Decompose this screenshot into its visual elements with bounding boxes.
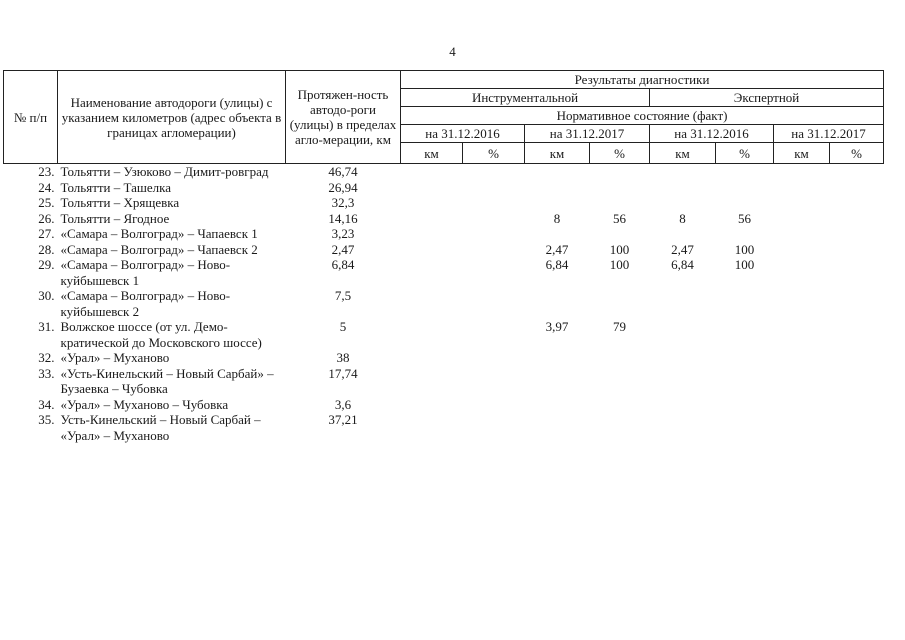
road-length: 2,47 [331,241,355,257]
road-name: Тольятти – Ташелка [60,179,172,195]
value-percent: 56 [613,210,626,226]
row-number: 24. [38,179,55,195]
road-length: 14,16 [328,210,358,226]
value-percent [463,350,525,366]
value-percent [716,397,774,413]
value-percent [716,412,774,443]
value-km [525,195,590,211]
value-km [525,350,590,366]
road-length: 6,84 [331,257,355,272]
value-percent [463,257,525,288]
road-name: «Урал» – Муханово – Чубовка [60,396,229,412]
value-km [401,288,463,319]
value-km [774,366,830,397]
value-km [774,288,830,319]
value-percent [830,226,884,242]
header-results: Результаты диагностики [401,71,884,89]
value-km [401,226,463,242]
value-km [401,397,463,413]
value-km [774,242,830,258]
table-row [4,211,884,227]
header-unit-km: км [774,143,830,164]
road-length: 26,94 [328,179,358,195]
road-length: 17,74 [328,365,358,381]
header-length: Протяжен-ность автодо-роги (улицы) в пределах агло-мерации, км [286,71,401,164]
header-unit-km: км [525,143,590,164]
value-percent [463,288,525,319]
value-percent [463,397,525,413]
row-number: 28. [38,241,55,257]
value-percent: 100 [734,257,755,272]
value-percent [830,366,884,397]
value-percent [590,397,650,413]
value-km [401,257,463,288]
value-percent [830,257,884,288]
value-percent [590,288,650,319]
value-km [774,164,830,180]
table-row [4,319,884,350]
value-percent [463,211,525,227]
value-km [401,366,463,397]
value-percent [716,226,774,242]
value-percent [830,242,884,258]
value-percent [590,195,650,211]
road-length: 46,74 [328,164,358,179]
header-expert: Экспертной [650,89,884,107]
header-unit-pct: % [463,143,525,164]
table-body [4,164,884,444]
value-percent [830,412,884,443]
header-unit-km: км [650,143,716,164]
table-row [4,164,884,180]
table-row [4,288,884,319]
page-number: 4 [449,44,456,59]
value-km: 2,47 [671,241,694,257]
value-km [401,211,463,227]
header-num: № п/п [4,71,58,164]
header-date: на 31.12.2016 [401,125,525,143]
value-km [650,195,716,211]
value-percent: 100 [609,241,630,257]
header-normative: Нормативное состояние (факт) [401,107,884,125]
row-number: 29. [38,257,55,272]
value-percent [590,350,650,366]
value-km: 3,97 [545,319,569,334]
road-name: «Самара – Волгоград» – Ново-куйбышевск 2 [60,288,231,319]
value-percent [716,366,774,397]
value-km [774,257,830,288]
value-km [774,319,830,350]
value-percent [716,319,774,350]
table-row [4,366,884,397]
value-percent: 100 [734,241,755,257]
header-unit-pct: % [716,143,774,164]
value-km [650,288,716,319]
row-number: 31. [38,319,55,334]
road-length: 5 [339,319,347,334]
road-name: Тольятти – Ягодное [60,210,170,226]
table-row [4,226,884,242]
row-number: 34. [38,396,55,412]
header-unit-km: км [401,143,463,164]
value-km [650,180,716,196]
road-name: «Усть-Кинельский – Новый Сарбай» – Бузаевка – Чубовка [60,365,274,396]
value-km: 6,84 [545,257,569,272]
table-row [4,257,884,288]
value-km [401,319,463,350]
value-km: 8 [679,210,686,226]
road-length: 32,3 [331,195,355,210]
table-row [4,195,884,211]
value-percent [463,366,525,397]
value-km [774,397,830,413]
header-instrumental: Инструментальной [401,89,650,107]
value-km [774,226,830,242]
value-km [774,195,830,211]
value-km [774,412,830,443]
value-percent [590,412,650,443]
road-length: 38 [336,350,350,365]
road-length: 37,21 [328,412,358,427]
value-percent [830,180,884,196]
value-percent [830,319,884,350]
header-unit-pct: % [590,143,650,164]
road-name: «Самара – Волгоград» – Ново-куйбышевск 1 [60,257,231,288]
value-km [525,226,590,242]
row-number: 26. [38,210,55,226]
value-km [774,350,830,366]
value-km [525,180,590,196]
value-percent [590,366,650,397]
road-name: Тольятти – Узюково – Димит-ровград [60,164,269,179]
value-km [525,164,590,180]
value-km: 2,47 [545,241,569,257]
row-number: 25. [38,195,55,210]
value-percent [590,180,650,196]
header-date: на 31.12.2017 [525,125,650,143]
value-percent [716,195,774,211]
value-percent [590,226,650,242]
value-km [401,180,463,196]
header-unit-pct: % [830,143,884,164]
road-length: 7,5 [334,288,352,303]
road-name: «Самара – Волгоград» – Чапаевск 2 [60,241,258,257]
row-number: 30. [38,288,55,303]
row-number: 33. [38,365,55,381]
value-percent [463,242,525,258]
value-km [401,195,463,211]
row-number: 27. [38,226,55,241]
table-row [4,350,884,366]
table-row [4,412,884,443]
value-percent: 79 [613,319,626,334]
table-row [4,180,884,196]
value-km: 6,84 [671,257,694,272]
value-percent [463,412,525,443]
value-km [650,164,716,180]
value-percent [463,164,525,180]
value-percent [463,319,525,350]
value-percent [830,397,884,413]
value-km [650,226,716,242]
header-date: на 31.12.2017 [774,125,884,143]
road-name: «Урал» – Муханово [60,350,170,365]
value-km [774,180,830,196]
value-km [774,211,830,227]
value-percent [590,164,650,180]
value-km: 8 [553,210,561,226]
header-name: Наименование автодороги (улицы) с указанием километров (адрес объекта в границах агломерации) [58,71,286,164]
value-percent [830,195,884,211]
value-percent: 100 [609,257,630,272]
road-name: «Самара – Волгоград» – Чапаевск 1 [60,226,258,241]
table-row [4,242,884,258]
road-length: 3,6 [334,396,352,412]
value-percent [716,180,774,196]
value-percent [716,164,774,180]
road-length: 3,23 [331,226,355,241]
value-km [650,319,716,350]
value-km [401,350,463,366]
row-number: 32. [38,350,55,365]
row-number: 35. [38,412,55,427]
value-km [401,412,463,443]
value-km [650,397,716,413]
value-km [650,366,716,397]
road-name: Волжское шоссе (от ул. Демо-кратической до Московского шоссе) [60,319,262,350]
value-percent [830,164,884,180]
value-percent [830,350,884,366]
value-percent: 56 [738,210,751,226]
value-km [650,350,716,366]
header-date: на 31.12.2016 [650,125,774,143]
value-percent [463,195,525,211]
diagnostics-table [3,70,884,443]
value-km [525,366,590,397]
value-km [401,242,463,258]
row-number: 23. [38,164,55,179]
value-km [525,412,590,443]
value-km [525,397,590,413]
value-percent [463,226,525,242]
value-percent [716,288,774,319]
table-row [4,397,884,413]
value-km [401,164,463,180]
value-percent [830,288,884,319]
value-percent [716,350,774,366]
table-header [4,71,884,164]
value-km [525,288,590,319]
value-km [650,412,716,443]
road-name: Усть-Кинельский – Новый Сарбай – «Урал» – Муханово [60,412,261,443]
value-percent [830,211,884,227]
value-percent [463,180,525,196]
road-name: Тольятти – Хрящевка [60,195,180,210]
